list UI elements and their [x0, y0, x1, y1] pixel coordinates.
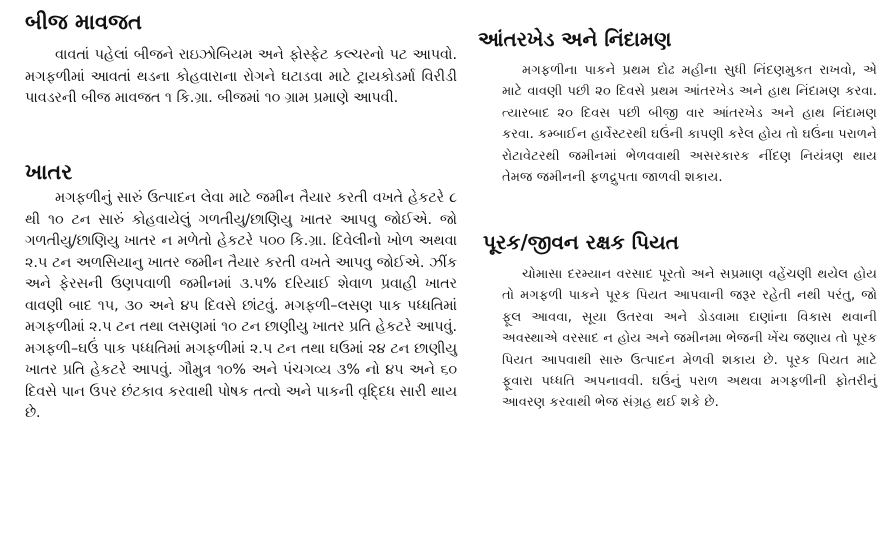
fertilizer-text: મગફળીનું સારું ઉત્પાદન લેવા માટે જમીન તૈયાર કરતી વખતે હેકટરે ૮ થી ૧૦ ટન સારું કોહવાયેલું ગળતીયુ/છાણિયુ ખાતર આપવુ જોઈએ. જો ગળતીયુ/છાણિયુ ખાતર ન મળેતો હેકટરે ૫૦૦ કિ.ગ્રા. દિવેલીનો ખોળ અથવા ૨.૫ ટન અળસિયાનુ ખાતર જમીન તૈયાર કરતી વખતે આપવુ જોઈએ. ઝીંક અને ફેરસની ઉણપવાળી જમીનમાં ૩.૫% દરિયાઈ શેવાળ પ્રવાહી ખાતર વાવણી બાદ ૧૫, ૩૦ અને ૪૫ દિવસે છાંટવું. મગફળી–લસણ પાક પધ્ધતિમાં મગફળીમાં ૨.૫ ટન તથા લસણમાં ૧૦ ટન છાણીયુ ખાતર પ્રતિ હેકટરે આપવું. મગફળી–ઘઉં પાક પધ્ધતિમાં મગફળીમાં ૨.૫ ટન તથા ઘઉમાં ૨૪ ટન છાણીયુ ખાતર પ્રતિ હેકટરે આપવું. ગૌમુત્ર ૧૦% અને પંચગવ્ય ૩% નો ૪૫ અને ૬૦ દિવસે પાન ઉપર છંટકાવ કરવાથી પોષક તત્વો અને પાકની વૃદ્દિધ સારી થાય છે.	[25, 190, 457, 421]
seed-treatment-text: વાવતાં પહેલાં બીજને રાઇઝોબિયમ અને ફોસ્ફેટ કલ્ચરનો પટ આપવો. મગફળીમાં આવતાં થડના કોહવારાના રોગને ઘટાડવા માટે ટ્રાયકોડર્મા વિરીડી પાવડરની બીજ માવજત ૧ કિ.ગ્રા. બીજમાં ૧૦ ગ્રામ પ્રમાણે આપવી.	[25, 47, 457, 106]
heading-interculture-weeding: આંતરખેડ અને નિંદામણ	[478, 27, 672, 51]
interculture-weeding-text: મગફળીના પાકને પ્રથમ દોઢ મહીના સુધી નિંદણમુકત રાખવો, એ માટે વાવણી પછી ૨૦ દિવસે પ્રથમ આંતરખેડ અને હાથ નિંદામણ કરવા. ત્યારબાદ ૨૦ દિવસ પછી બીજી વાર આંતરખેડ અને હાથ નિંદામણ કરવા. કમ્બાઈન હાર્વેસ્ટરથી ઘઉંની કાપણી કરેલ હોય તો ઘઉંના પરાળને રોટાવેટરથી જમીનમાં ભેળવવાથી અસરકારક નીંદણ નિયંત્રણ થાય તેમજ જમીનની ફળદ્રુપતા જાળવી શકાય.	[502, 63, 877, 186]
supplementary-irrigation-text: ચોમાસા દરમ્યાન વરસાદ પૂરતો અને સપ્રમાણ વહેંચણી થયેલ હોય તો મગફળી પાકને પૂરક પિયત આપવાની જરૂર રહેતી નથી પરંતુ, જો ફૂલ આવવા, સૂયા ઉતરવા અને ડોડવામા દાણાંના વિકાસ થવાની અવસ્થાએ વરસાદ ન હોય અને જમીનમા ભેજની ખેંચ જણાય તો પૂરક પિયત આપવાથી સારુ ઉત્પાદન મેળવી શકાય છે. પૂરક પિયત માટે ફૂવારા પધ્ધતિ અપનાવવી. ઘઉંનું પરાળ અથવા મગફળીની ફોતરીનું આવરણ કરવાથી ભેજ સંગ્રહ થઈ શકે છે.	[502, 267, 877, 411]
heading-fertilizer: ખાતર	[25, 160, 73, 184]
heading-seed-treatment: બીજ માવજત	[25, 10, 142, 34]
paragraph-seed-treatment	[25, 45, 457, 110]
paragraph-fertilizer	[25, 188, 457, 425]
paragraph-supplementary-irrigation	[502, 264, 877, 414]
heading-supplementary-irrigation: પૂરક/જીવન રક્ષક પિયત	[483, 230, 679, 254]
paragraph-interculture-weeding	[502, 60, 877, 188]
